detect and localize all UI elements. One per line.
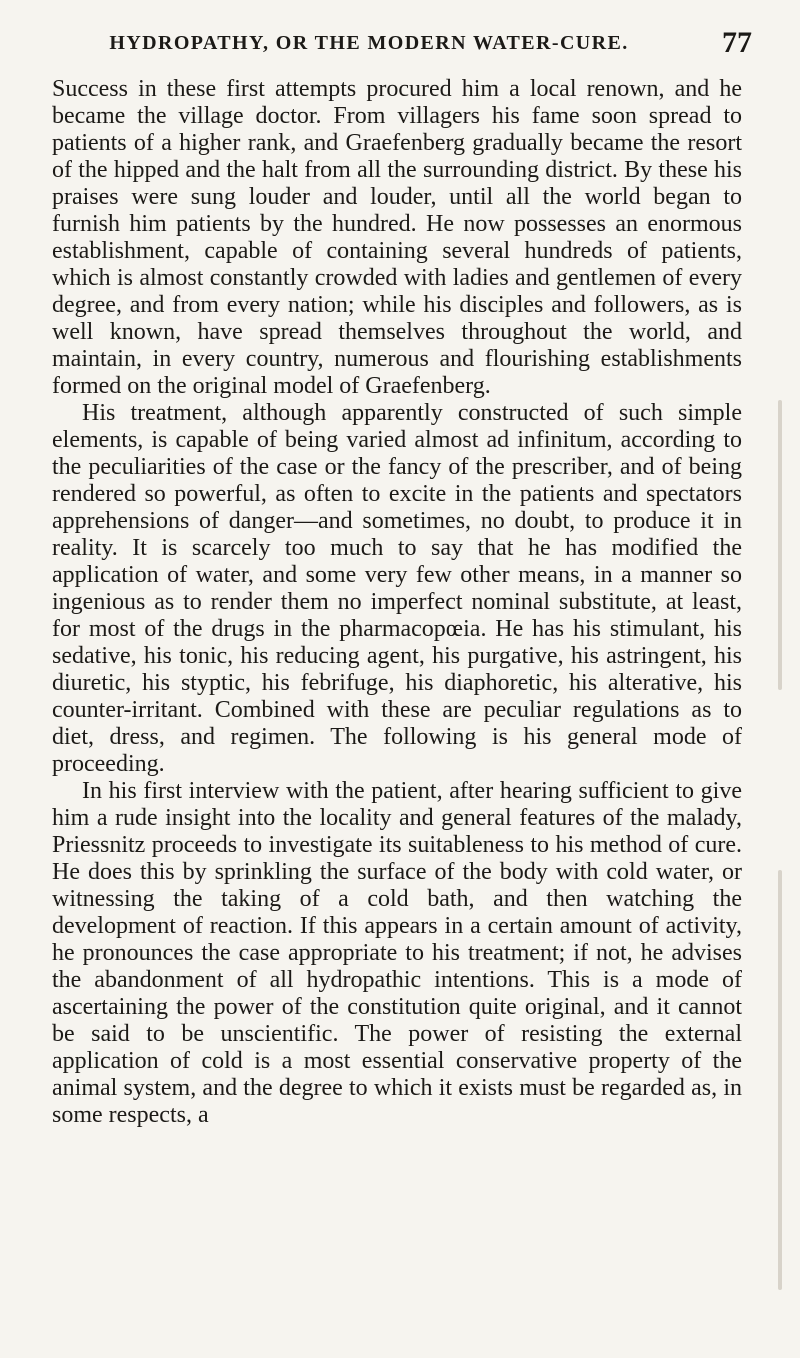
body-text	[52, 76, 742, 1129]
page-edge-shadow	[778, 400, 782, 690]
page-number: 77	[722, 26, 752, 59]
paragraph-1: Success in these first attempts procured him a local renown, and he became the village doctor. From villagers his fame soon spread to patients of a higher rank, and Graefenberg gradually became the resort of the hipped and the halt from all the surrounding district. By these his praises were sung louder and louder, until all the world began to furnish him patients by the hundred. He now possesses an enormous establishment, capable of containing several hundreds of patients, which is almost constantly crowded with ladies and gentlemen of every degree, and from every nation; while his disciples and followers, as is well known, have spread themselves throughout the world, and maintain, in every country, numerous and flourishing establishments formed on the original model of Graefenberg.	[52, 76, 742, 399]
paragraph-2: His treatment, although apparently constructed of such simple elements, is capable of being varied almost ad infinitum, according to the peculiarities of the case or the fancy of the prescriber, and of being rendered so powerful, as often to excite in the patients and spectators apprehensions of danger—and sometimes, no doubt, to produce it in reality. It is scarcely too much to say that he has modified the application of water, and some very few other means, in a manner so ingenious as to render them no imperfect nominal substitute, at least, for most of the drugs in the pharmacopœia. He has his stimulant, his sedative, his tonic, his reducing agent, his purgative, his astringent, his diuretic, his styptic, his febrifuge, his diaphoretic, his alterative, his counter-irritant. Combined with these are peculiar regulations as to diet, dress, and regimen. The following is his general mode of proceeding.	[52, 400, 742, 777]
paragraph-3: In his first interview with the patient, after hearing sufficient to give him a rude insight into the locality and general features of the malady, Priessnitz proceeds to investigate its suitableness to his method of cure. He does this by sprinkling the surface of the body with cold water, or witnessing the taking of a cold bath, and then watching the development of reaction. If this appears in a certain amount of activity, he pronounces the case appropriate to his treatment; if not, he advises the abandonment of all hydropathic intentions. This is a mode of ascertaining the power of the constitution quite original, and it cannot be said to be unscientific. The power of resisting the external application of cold is a most essential conservative property of the animal system, and the degree to which it exists must be regarded as, in some respects, a	[52, 778, 742, 1128]
page-header	[56, 26, 752, 68]
page-edge-shadow	[778, 870, 782, 1290]
running-title: HYDROPATHY, OR THE MODERN WATER-CURE.	[109, 32, 629, 54]
